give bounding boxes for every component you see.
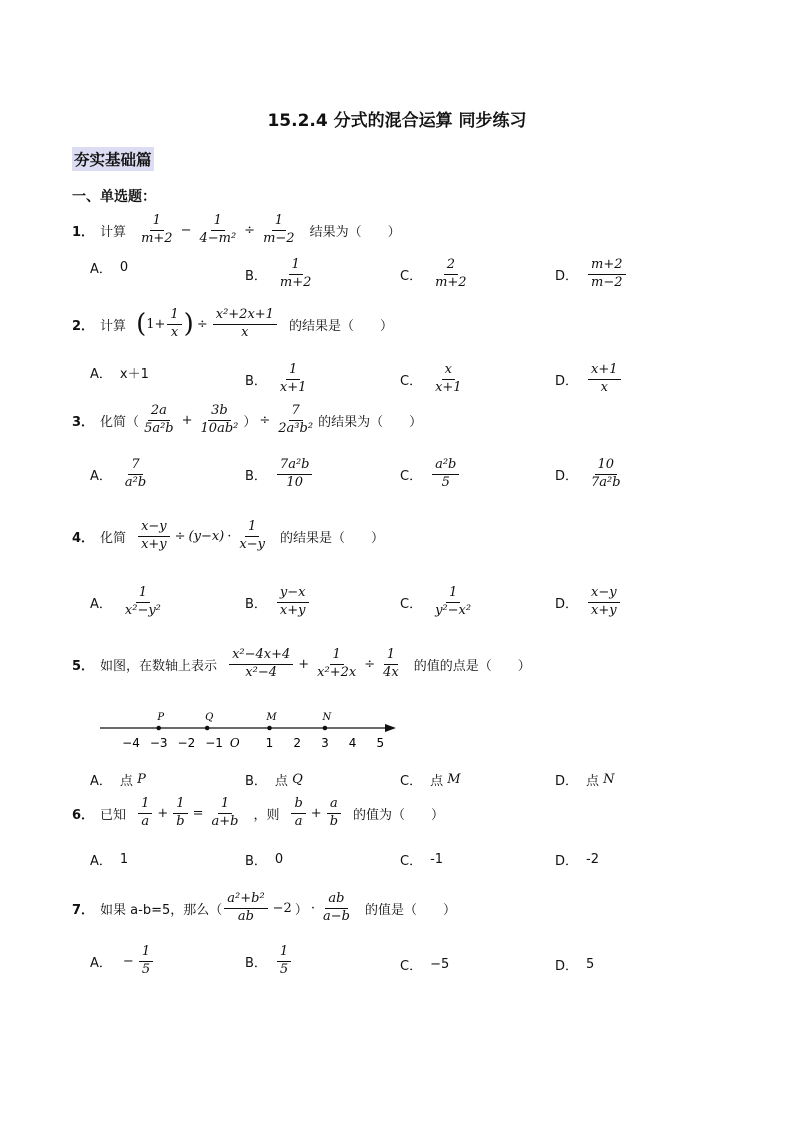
point-label: P [157,712,165,723]
question-text: 的结果为（ ） [318,414,423,430]
fraction [122,458,149,491]
numerator: x²+2x+1 [213,308,277,325]
denominator: 5 [279,961,289,977]
denominator: x²+2x [317,664,357,680]
left-paren: ( [136,309,147,340]
option-label: B． [245,373,267,389]
denominator: m+2 [435,274,467,290]
operator: · [227,528,232,544]
tick-label: −3 [149,736,168,750]
question-text: 如图，在数轴上表示 [100,658,218,674]
fraction [275,404,316,437]
option-a[interactable] [90,258,128,277]
option-d[interactable] [555,586,622,619]
option-label: A． [90,596,112,612]
option-label: B． [245,774,267,789]
question-5 [72,648,531,681]
option-label: C． [400,959,423,974]
option-label: D． [555,854,579,869]
fraction [208,797,241,830]
section-title: 夯实基础篇 [72,147,154,171]
option-label: C． [400,468,423,484]
denominator: x−y [239,536,265,552]
option-c[interactable] [400,458,461,491]
numerator: b [291,797,305,814]
option-label: A． [90,854,112,869]
fraction [588,258,626,291]
denominator: m−2 [263,230,295,246]
option-value: 点 [430,774,444,789]
numerator: 1 [167,308,181,325]
denominator: 5 [441,474,450,490]
denominator: x [241,324,249,340]
option-a[interactable] [90,586,166,619]
question-number: 2． [72,318,95,334]
option-d[interactable] [555,850,599,869]
operator: + [157,805,169,821]
option-label: A． [90,367,112,382]
denominator: x²−4 [245,664,278,680]
question-text: 化简 [100,530,127,546]
fraction [167,308,181,341]
option-b[interactable] [245,850,283,869]
option-b[interactable] [245,945,293,978]
operator: = [192,805,204,821]
fraction [314,648,359,681]
point-var: M [447,772,461,787]
numerator: 1 [139,945,153,962]
denominator: b [176,813,185,829]
fraction [141,404,177,437]
denominator: m+2 [279,274,312,290]
point-var: N [603,772,615,787]
option-d[interactable] [555,363,623,396]
question-text: 的结果是（ ） [288,318,393,334]
numerator: 7 [128,458,142,475]
denominator: x+y [591,602,617,618]
fraction [432,363,465,396]
question-4 [72,520,384,553]
option-a[interactable] [90,770,146,789]
numerator: 1 [446,586,460,603]
operator: + [310,805,322,821]
numerator: x [442,363,455,380]
option-value: 0 [274,852,284,867]
fraction [432,258,470,291]
minus-sign: − [122,953,134,969]
fraction [229,648,293,681]
point-label: Q [205,712,214,723]
close-paren: ） [243,414,257,430]
denominator: x+y [141,536,167,552]
question-text: 计算 [100,224,127,240]
numerator: x²−4x+4 [229,648,293,665]
option-value: -1 [430,852,444,867]
numerator: a²+b² [224,892,267,909]
denominator: x+y [279,602,306,618]
fraction [139,945,153,978]
denominator: 4x [383,664,399,680]
option-a[interactable] [90,458,151,491]
fraction [138,797,152,830]
option-value: -2 [586,852,599,867]
option-c[interactable] [400,770,461,789]
numerator: 1 [272,214,286,231]
denominator: ab [237,908,254,924]
denominator: 4−m² [199,230,237,246]
denominator: 2a³b² [278,420,314,436]
operator: ÷ [196,316,208,332]
fraction [277,458,313,491]
ticks [122,712,384,750]
fraction [291,797,305,830]
numerator: y−x [277,586,309,603]
question-text: 结果为（ ） [309,224,401,240]
numerator: 3b [208,404,231,421]
numerator: 1 [277,945,291,962]
option-label: D． [555,468,579,484]
numerator: 1 [138,797,152,814]
option-a[interactable] [90,945,155,978]
question-number: 4． [72,530,95,546]
option-d[interactable] [555,955,594,974]
expression: 1+ [146,316,166,332]
tick-label: 2 [293,736,302,750]
fraction [224,892,267,925]
fraction [173,797,187,830]
denominator: a²b [124,474,147,490]
question-text: 计算 [100,318,127,334]
option-label: C． [400,268,423,284]
option-label: B． [245,596,267,612]
option-label: C． [400,774,423,789]
fraction [432,458,459,491]
option-c[interactable] [400,586,476,619]
numerator: x−y [138,520,170,537]
option-value: 0 [119,260,129,275]
option-b[interactable] [245,770,303,789]
fraction [196,214,239,247]
tick-label: −1 [205,736,223,750]
operator: ÷ [174,528,186,544]
tick-label: −2 [177,736,196,750]
question-type-heading: 一、单选题： [72,189,156,205]
option-c[interactable] [400,955,449,974]
page-title: 15.2.4 分式的混合运算 同步练习 [267,111,527,131]
option-value: x＋1 [119,367,149,382]
tick-label: 3 [321,736,329,750]
numerator: 1 [286,363,300,380]
denominator: y²−x² [435,602,472,618]
fraction [320,892,353,925]
option-a[interactable] [90,850,128,869]
option-c[interactable] [400,258,472,291]
option-b[interactable] [245,363,311,396]
question-text: 已知 [100,807,127,823]
option-value: 1 [119,852,129,867]
denominator: m+2 [141,230,173,246]
operator: −2 [272,900,292,916]
question-7 [72,892,456,925]
tick-label: −4 [122,736,140,750]
point-n [323,726,328,731]
option-d[interactable] [555,258,628,291]
option-value: −5 [430,957,450,972]
denominator: x [170,324,179,340]
fraction [138,214,176,247]
option-b[interactable] [245,258,316,291]
operator: ÷ [244,222,256,238]
numerator: 7a²b [277,458,313,475]
fraction [277,586,309,619]
operator: · [310,900,315,916]
tick-label: 1 [265,736,274,750]
option-label: D． [555,373,579,389]
fraction [327,797,341,830]
numerator: 7 [289,404,303,421]
fraction [277,945,291,978]
denominator: 5a²b [144,420,174,436]
numerator: x−y [588,586,620,603]
fraction [588,458,624,491]
numerator: 1 [150,214,164,231]
point-p [156,726,161,731]
question-text: 如果 a-b=5，那么（ [100,902,223,918]
point-label: N [322,712,332,723]
option-value: 点 [119,774,133,789]
question-2 [72,308,393,341]
numerator: a²b [432,458,459,475]
question-number: 3． [72,414,95,430]
option-label: B． [245,468,267,484]
question-6 [72,797,444,830]
denominator: 10 [286,474,303,490]
tick-label: 5 [376,736,385,750]
numerator: 1 [136,586,150,603]
numerator: 2a [148,404,170,421]
option-d[interactable] [555,458,626,491]
numerator: 1 [245,520,259,537]
option-label: C． [400,854,423,869]
numerator: x+1 [588,363,621,380]
denominator: 10ab² [200,420,239,436]
question-text: 的值为（ ） [353,807,445,823]
numerator: ab [325,892,347,909]
fraction [213,308,277,341]
operator: ÷ [364,656,376,672]
denominator: a [141,813,150,829]
denominator: b [329,813,339,829]
numerator: 1 [289,258,303,275]
question-3 [72,404,422,437]
point-m [267,726,272,731]
option-label: C． [400,373,423,389]
fraction [277,363,310,396]
option-label: A． [90,262,112,277]
denominator: 5 [141,961,151,977]
option-label: D． [555,596,579,612]
point-var: Q [292,772,303,787]
operator: + [298,656,310,672]
tick-label: O [229,736,240,750]
numerator: 1 [173,797,187,814]
option-label: C． [400,596,423,612]
point-label: M [266,712,277,723]
close-paren: ） [294,902,308,918]
denominator: x²−y² [124,602,161,618]
question-text: 的值的点是（ ） [413,658,531,674]
numerator: m+2 [588,258,626,275]
option-b[interactable] [245,586,311,619]
option-label: B． [245,268,267,284]
fraction [380,648,402,681]
operator: ÷ [259,412,271,428]
numerator: 1 [330,648,344,665]
option-b[interactable] [245,458,314,491]
fraction [138,520,170,553]
question-number: 1． [72,224,95,240]
question-text: ，则 [253,807,280,823]
right-paren: ) [183,309,194,340]
option-c[interactable] [400,850,443,869]
tick-label: 4 [348,736,357,750]
point-q [205,726,210,731]
fraction [236,520,268,553]
option-label: D． [555,774,579,789]
fraction [198,404,242,437]
option-label: D． [555,268,579,284]
option-a[interactable] [90,363,149,382]
numerator: a [327,797,341,814]
question-number: 6． [72,807,95,823]
option-label: B． [245,955,267,971]
fraction [260,214,298,247]
expression: (y−x) [188,528,225,544]
numerator: 1 [384,648,398,665]
numerator: 1 [211,214,225,231]
fraction [122,586,164,619]
denominator: x+1 [279,379,307,395]
question-number: 5． [72,658,95,674]
option-value: 5 [586,957,595,972]
option-label: A． [90,774,112,789]
option-value: 点 [274,774,288,789]
question-text: 化简（ [100,414,140,430]
fraction [277,258,315,291]
denominator: x+1 [435,379,462,395]
option-label: B． [245,854,267,869]
question-number: 7． [72,902,95,918]
fraction [432,586,474,619]
denominator: a [294,813,303,829]
option-label: D． [555,959,579,974]
option-d[interactable] [555,770,615,789]
operator: − [180,222,192,238]
option-c[interactable] [400,363,467,396]
point-var: P [137,772,146,787]
operator: + [181,412,193,428]
option-value: 点 [586,774,600,789]
question-text: 的值是（ ） [364,902,456,918]
question-1 [72,214,401,247]
fraction [588,586,620,619]
option-label: A． [90,468,112,484]
numerator: 2 [444,258,458,275]
fraction [588,363,621,396]
denominator: x [600,379,608,395]
axis-arrow [385,724,396,732]
denominator: a−b [322,908,350,924]
number-line [96,705,406,751]
numerator: 1 [218,797,232,814]
denominator: 7a²b [591,474,621,490]
option-label: A． [90,955,112,971]
denominator: m−2 [591,274,623,290]
question-text: 的结果是（ ） [279,530,384,546]
numerator: 10 [595,458,618,475]
denominator: a+b [211,813,239,829]
